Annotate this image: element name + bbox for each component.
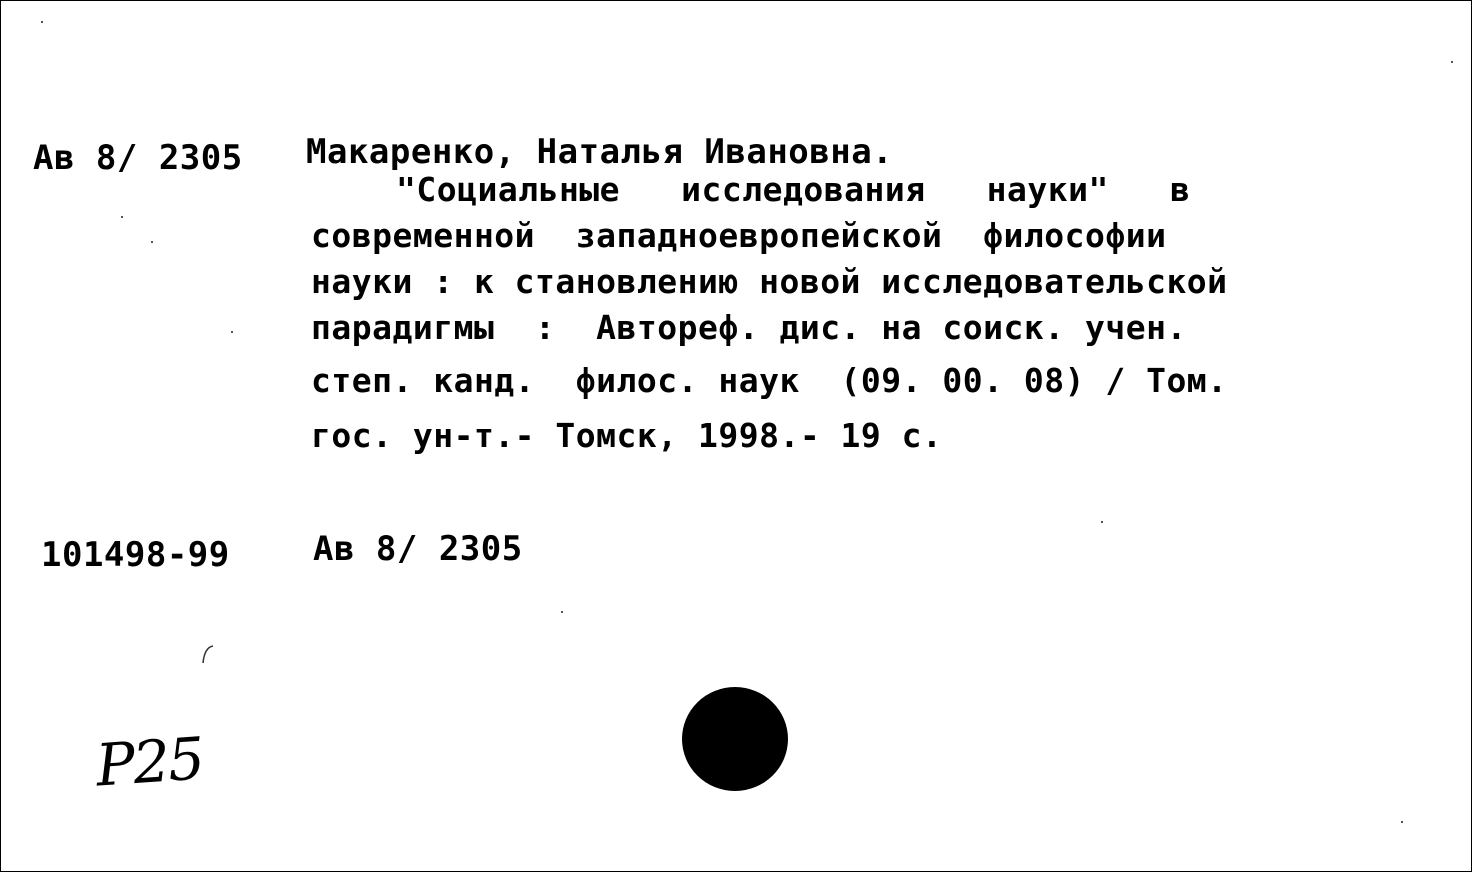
- description-line-5: степ. канд. филос. наук (09. 00. 08) / Том.: [311, 361, 1228, 400]
- shelf-mark-top: Ав 8/ 2305: [33, 138, 243, 178]
- scan-speck: [561, 611, 563, 613]
- scan-speck: [1101, 521, 1103, 523]
- description-line-6: гос. ун-т.- Томск, 1998.- 19 с.: [311, 416, 943, 455]
- description-line-4: парадигмы : Автореф. дис. на соиск. учен.: [311, 308, 1187, 347]
- scan-speck: [151, 241, 153, 243]
- scan-speck: [231, 331, 233, 333]
- scan-speck: [41, 21, 43, 23]
- scan-speck: [1401, 821, 1403, 823]
- punch-hole: [682, 687, 788, 791]
- handwritten-note: P25: [93, 724, 206, 800]
- description-line-1: "Социальные исследования науки" в: [396, 170, 1191, 209]
- scan-speck: [1451, 61, 1453, 63]
- pencil-mark-icon: [199, 643, 219, 667]
- shelf-mark-bottom: Ав 8/ 2305: [313, 529, 523, 569]
- author-heading: Макаренко, Наталья Ивановна.: [306, 132, 894, 172]
- scan-speck: [121, 216, 123, 218]
- description-line-3: науки : к становлению новой исследовательской: [311, 262, 1228, 301]
- inventory-number: 101498-99: [41, 535, 230, 575]
- description-line-2: современной западноевропейской философии: [311, 216, 1167, 255]
